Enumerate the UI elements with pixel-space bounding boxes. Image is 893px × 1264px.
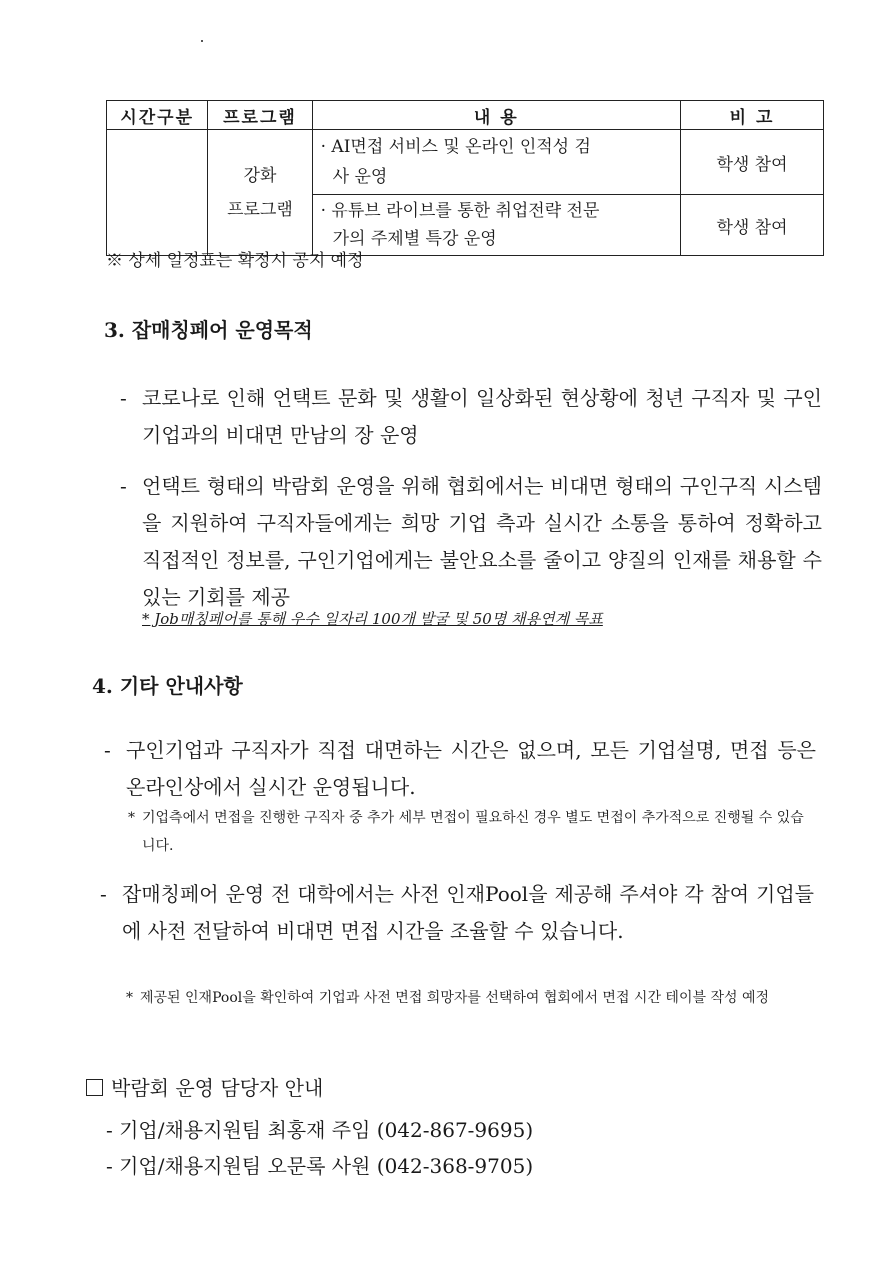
content-line: 가의 주제별 특강 운영 xyxy=(332,229,497,249)
content-cell xyxy=(312,195,680,256)
dash-mark: - xyxy=(104,738,111,762)
target-note: * Job매칭페어를 통해 우수 일자리 100개 발굴 및 50명 채용연계 목표 xyxy=(142,610,603,628)
content-line: · 유튜브 라이브를 통한 취업전략 전문 xyxy=(320,201,600,221)
dash-mark: - xyxy=(120,386,127,410)
program-cell xyxy=(208,130,312,256)
header-note: 비 고 xyxy=(680,101,823,130)
table-header-row xyxy=(107,101,824,130)
section4-bullet-1 xyxy=(104,732,816,806)
note-cell: 학생 참여 xyxy=(680,195,823,256)
section4-note-2 xyxy=(126,984,812,1012)
bullet-text: 잡매칭페어 운영 전 대학에서는 사전 인재Pool을 제공해 주셔야 각 참여 기업들에 사전 전달하여 비대면 면접 시간을 조율할 수 있습니다. xyxy=(122,882,814,943)
program-line1: 강화 xyxy=(243,165,277,186)
bullet-text: 언택트 형태의 박람회 운영을 위해 협회에서는 비대면 형태의 구인구직 시스템을 지원하여 구직자들에게는 희망 기업 측과 실시간 소통을 통하여 정확하고 직접적인 정보를, 구인기업에게는 불안요소를 줄이고 양질의 인재를 채용할 수 있는 기회를 제공 xyxy=(142,474,822,609)
header-time: 시간구분 xyxy=(107,101,208,130)
section3-title: 3. 잡매칭페어 운영목적 xyxy=(104,318,313,342)
section4-title: 4. 기타 안내사항 xyxy=(92,674,243,698)
dash-mark: - xyxy=(100,882,107,906)
scan-speck xyxy=(201,40,203,42)
contact-item: - 기업/채용지원팀 최홍재 주임 (042-867-9695) xyxy=(106,1118,534,1142)
note-text: 제공된 인재Pool을 확인하여 기업과 사전 면접 희망자를 선택하여 협회에서 면접 시간 테이블 작성 예정 xyxy=(140,990,769,1006)
section3-bullet-2 xyxy=(120,468,822,616)
bullet-text: 구인기업과 구직자가 직접 대면하는 시간은 없으며, 모든 기업설명, 면접 등은 온라인상에서 실시간 운영됩니다. xyxy=(126,738,816,799)
note-cell: 학생 참여 xyxy=(680,130,823,195)
star-mark: * xyxy=(128,810,135,826)
section3-bullet-1 xyxy=(120,380,822,454)
schedule-table xyxy=(106,100,824,256)
content-cell xyxy=(312,130,680,195)
content-line: 사 운영 xyxy=(332,167,388,187)
contact-heading xyxy=(86,1072,323,1101)
content-line: · AI면접 서비스 및 온라인 인적성 검 xyxy=(320,137,591,157)
contact-heading-text: 박람회 운영 담당자 안내 xyxy=(111,1076,324,1100)
header-program: 프로그램 xyxy=(208,101,312,130)
program-line2: 프로그램 xyxy=(227,199,293,220)
section4-bullet-2 xyxy=(100,876,814,950)
section4-note-1 xyxy=(128,804,814,860)
contact-item: - 기업/채용지원팀 오문록 사원 (042-368-9705) xyxy=(106,1154,534,1178)
note-text: 기업측에서 면접을 진행한 구직자 중 추가 세부 면접이 필요하신 경우 별도 면접이 추가적으로 진행될 수 있습니다. xyxy=(142,810,804,854)
star-mark: * xyxy=(126,990,133,1006)
time-cell xyxy=(107,130,208,256)
checkbox-icon xyxy=(86,1079,103,1096)
table-row xyxy=(107,130,824,195)
bullet-text: 코로나로 인해 언택트 문화 및 생활이 일상화된 현상황에 청년 구직자 및 구인기업과의 비대면 만남의 장 운영 xyxy=(142,386,822,447)
dash-mark: - xyxy=(120,474,127,498)
schedule-note: ※ 상세 일정표는 확정시 공지 예정 xyxy=(106,251,364,271)
header-content: 내 용 xyxy=(312,101,680,130)
